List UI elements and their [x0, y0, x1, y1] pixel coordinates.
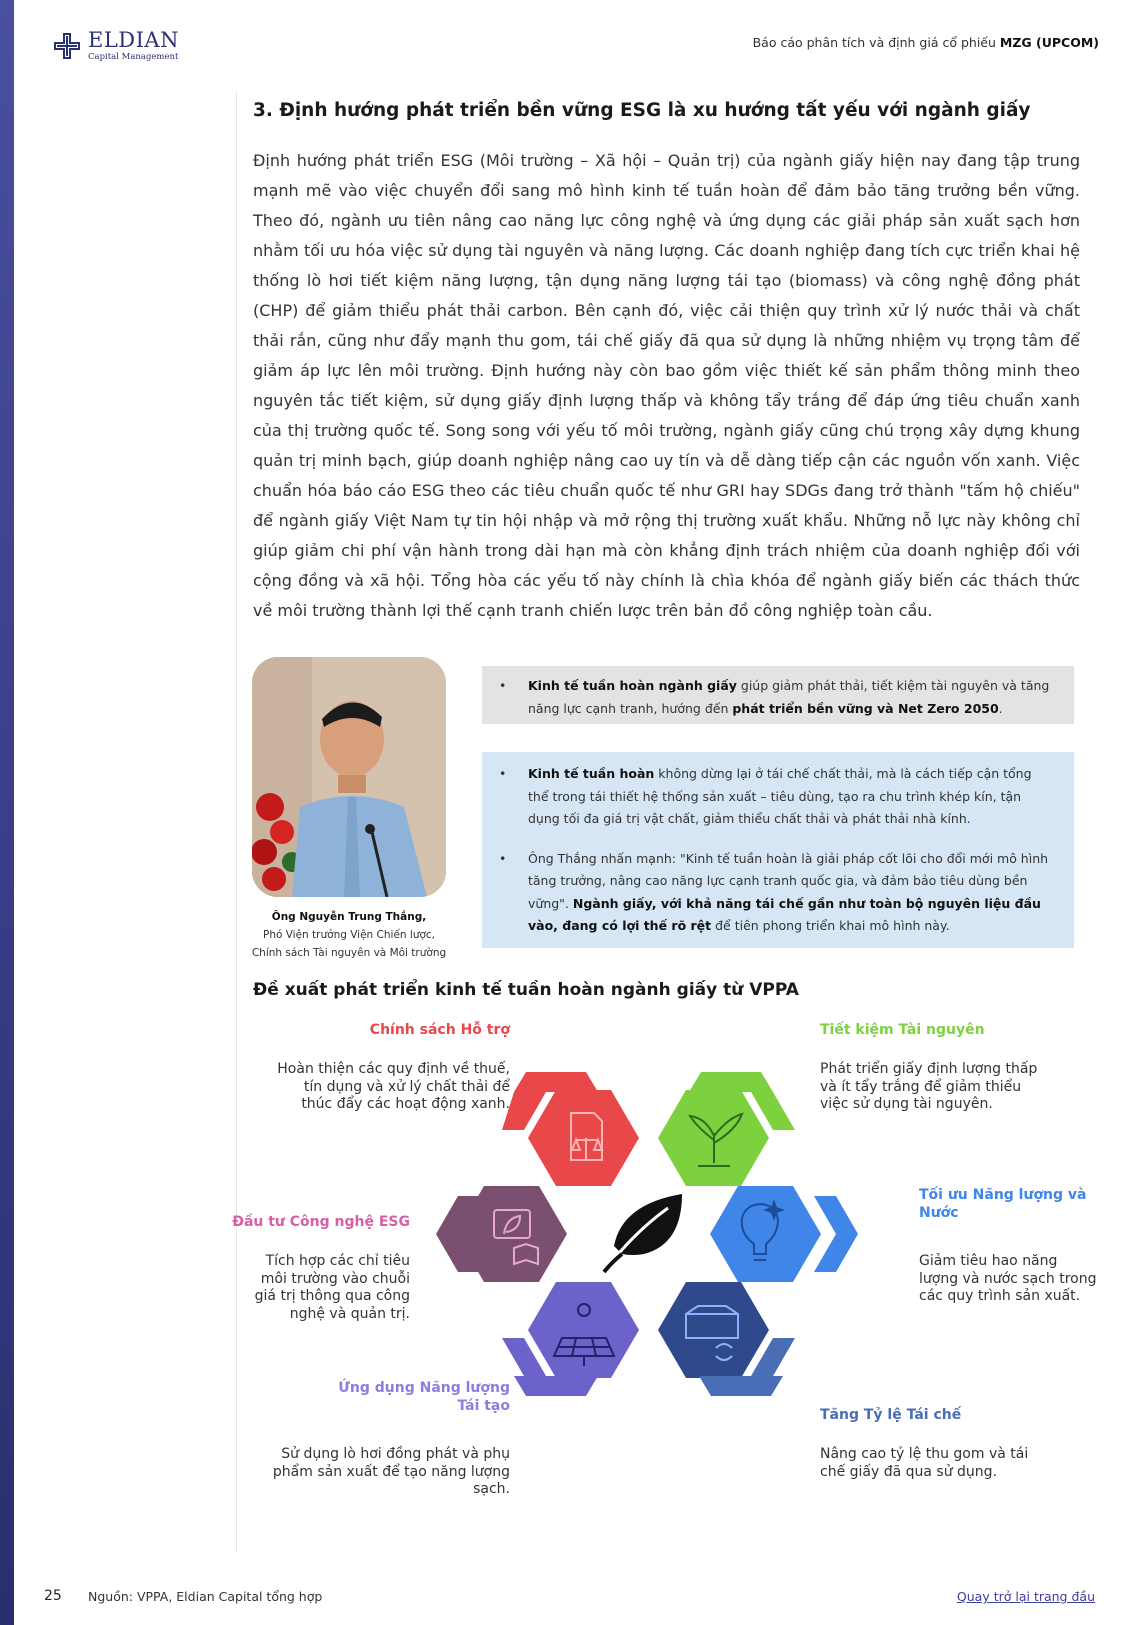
label-recycle: Tăng Tỷ lệ Tái chế — [820, 1407, 962, 1423]
bullet-item: • Kinh tế tuần hoàn không dừng lại ở tái chế chất thải, mà là cách tiếp cận tổng thể trong tái thiết hệ thống sản xuất – tiêu dùng, tạo ra chu trình khép kín, tận dụng tối đa giá trị vật chất, giảm thiểu chất thải và phát thải nhà kính. — [528, 763, 1056, 831]
report-label: Báo cáo phân tích và định giá cổ phiếu — [752, 35, 996, 50]
section-title: 3. Định hướng phát triển bền vững ESG là xu hướng tất yếu với ngành giấy — [253, 100, 1031, 121]
caption-line-2: Chính sách Tài nguyên và Môi trường — [251, 947, 447, 959]
photo-caption — [246, 908, 452, 962]
source-note: Nguồn: VPPA, Eldian Capital tổng hợp — [88, 1589, 323, 1604]
speaker-photo — [252, 657, 446, 897]
desc-renewable: Sử dụng lò hơi đồng phát và phụ phẩm sản xuất để tạo năng lượng sạch. — [272, 1446, 510, 1497]
desc-energy: Giảm tiêu hao năng lượng và nước sạch trong các quy trình sản xuất. — [919, 1253, 1097, 1304]
eldian-logo-icon — [52, 31, 82, 61]
label-renewable: Ứng dụng Năng lượng Tái tạo — [338, 1380, 510, 1414]
label-resource: Tiết kiệm Tài nguyên — [820, 1022, 985, 1038]
hex-policy — [502, 1072, 639, 1186]
desc-resource: Phát triển giấy định lượng thấp và ít tẩy trắng để giảm thiểu việc sử dụng tài nguyên. — [820, 1061, 1038, 1112]
caption-name: Ông Nguyễn Trung Thắng, — [271, 911, 427, 923]
label-policy: Chính sách Hỗ trợ — [369, 1022, 510, 1038]
logo-subtitle: Capital Management — [88, 52, 179, 62]
side-accent-bar — [0, 0, 14, 1625]
section-paragraph: Định hướng phát triển ESG (Môi trường – Xã hội – Quản trị) của ngành giấy hiện nay đang tập trung mạnh mẽ vào việc chuyển đổi sang mô hình kinh tế tuần hoàn để đảm bảo tăng trưởng bền vững. Theo đó, ngành ưu tiên nâng cao năng lực công nghệ và ứng dụng các giải pháp sản xuất sạch hơn nhằm tối ưu hóa việc sử dụng tài nguyên và năng lượng. Các doanh nghiệp đang tích cực triển khai hệ thống lò hơi tiết kiệm năng lượng, tận dụng năng lượng tái tạo (biomass) và công nghệ đồng phát (CHP) để giảm thiểu phát thải carbon. Bên cạnh đó, việc cải thiện quy trình xử lý nước thải và chất thải rắn, cũng như đẩy mạnh thu gom, tái chế giấy đã qua sử dụng là những nhiệm vụ trọng tâm để giảm áp lực lên môi trường. Định hướng này còn bao gồm việc thiết kế sản phẩm thông minh theo nguyên tắc tiết kiệm, sử dụng giấy định lượng thấp và không tẩy trắng để đáp ứng tiêu chuẩn xanh của thị trường quốc tế. Song song với yếu tố môi trường, ngành giấy cũng chú trọng xây dựng khung quản trị minh bạch, giúp doanh nghiệp nâng cao uy tín và dễ dàng tiếp cận các nguồn vốn xanh. Việc chuẩn hóa báo cáo ESG theo các tiêu chuẩn quốc tế như GRI hay SDGs đang trở thành "tấm hộ chiếu" để ngành giấy Việt Nam tự tin hội nhập và mở rộng thị trường xuất khẩu. Những nỗ lực này không chỉ giúp giảm chi phí vận hành trong dài hạn mà còn khẳng định trách nhiệm của doanh nghiệp đối với cộng đồng và xã hội. Tổng hòa các yếu tố này chính là chìa khóa để ngành giấy biến các thách thức về môi trường thành lợi thế cạnh tranh chiến lược trên bản đồ công nghiệp toàn cầu. — [253, 151, 1080, 620]
hex-resource — [658, 1072, 795, 1186]
label-tech: Đầu tư Công nghệ ESG — [232, 1214, 410, 1230]
leaf-icon — [604, 1194, 682, 1272]
highlight-box-gray — [482, 666, 1074, 724]
desc-recycle: Nâng cao tỷ lệ thu gom và tái chế giấy đã qua sử dụng. — [820, 1446, 1029, 1480]
ticker: MZG (UPCOM) — [999, 35, 1099, 50]
logo-name: ELDIAN — [88, 28, 179, 52]
desc-tech: Tích hợp các chỉ tiêu môi trường vào chuỗi giá trị thông qua công nghệ và quản trị. — [254, 1253, 410, 1322]
highlight-box-blue — [482, 752, 1074, 948]
hex-tech — [436, 1186, 567, 1282]
bullet-item: • Kinh tế tuần hoàn ngành giấy giúp giảm phát thải, tiết kiệm tài nguyên và tăng năng lực cạnh tranh, hướng đến phát triển bền vững và Net Zero 2050. — [528, 675, 1056, 720]
hexagon-diagram — [436, 1068, 896, 1448]
caption-line-1: Phó Viện trưởng Viện Chiến lược, — [262, 929, 436, 941]
content-divider — [236, 92, 237, 1552]
desc-policy: Hoàn thiện các quy định về thuế, tín dụng và xử lý chất thải để thúc đẩy các hoạt động xanh. — [277, 1061, 510, 1112]
hex-renewable — [502, 1282, 639, 1396]
bullet-item: • Ông Thắng nhấn mạnh: "Kinh tế tuần hoàn là giải pháp cốt lõi cho đổi mới mô hình tăng trưởng, nâng cao năng lực cạnh tranh quốc gia, và đảm bảo tiêu dùng bền vững". Ngành giấy, với khả năng tái chế gần như toàn bộ nguyên liệu đầu vào, đang có lợi thế rõ rệt để tiên phong triển khai mô hình này. — [528, 848, 1056, 938]
logo — [52, 30, 179, 62]
label-energy: Tối ưu Năng lượng và Nước — [919, 1187, 1087, 1221]
page-number: 25 — [44, 1588, 62, 1604]
hex-recycle — [658, 1282, 795, 1396]
hex-energy — [710, 1186, 858, 1282]
report-header — [753, 35, 1099, 50]
diagram-title: Đề xuất phát triển kinh tế tuần hoàn ngành giấy từ VPPA — [253, 980, 799, 1000]
back-to-top-link[interactable]: Quay trở lại trang đầu — [956, 1589, 1095, 1604]
